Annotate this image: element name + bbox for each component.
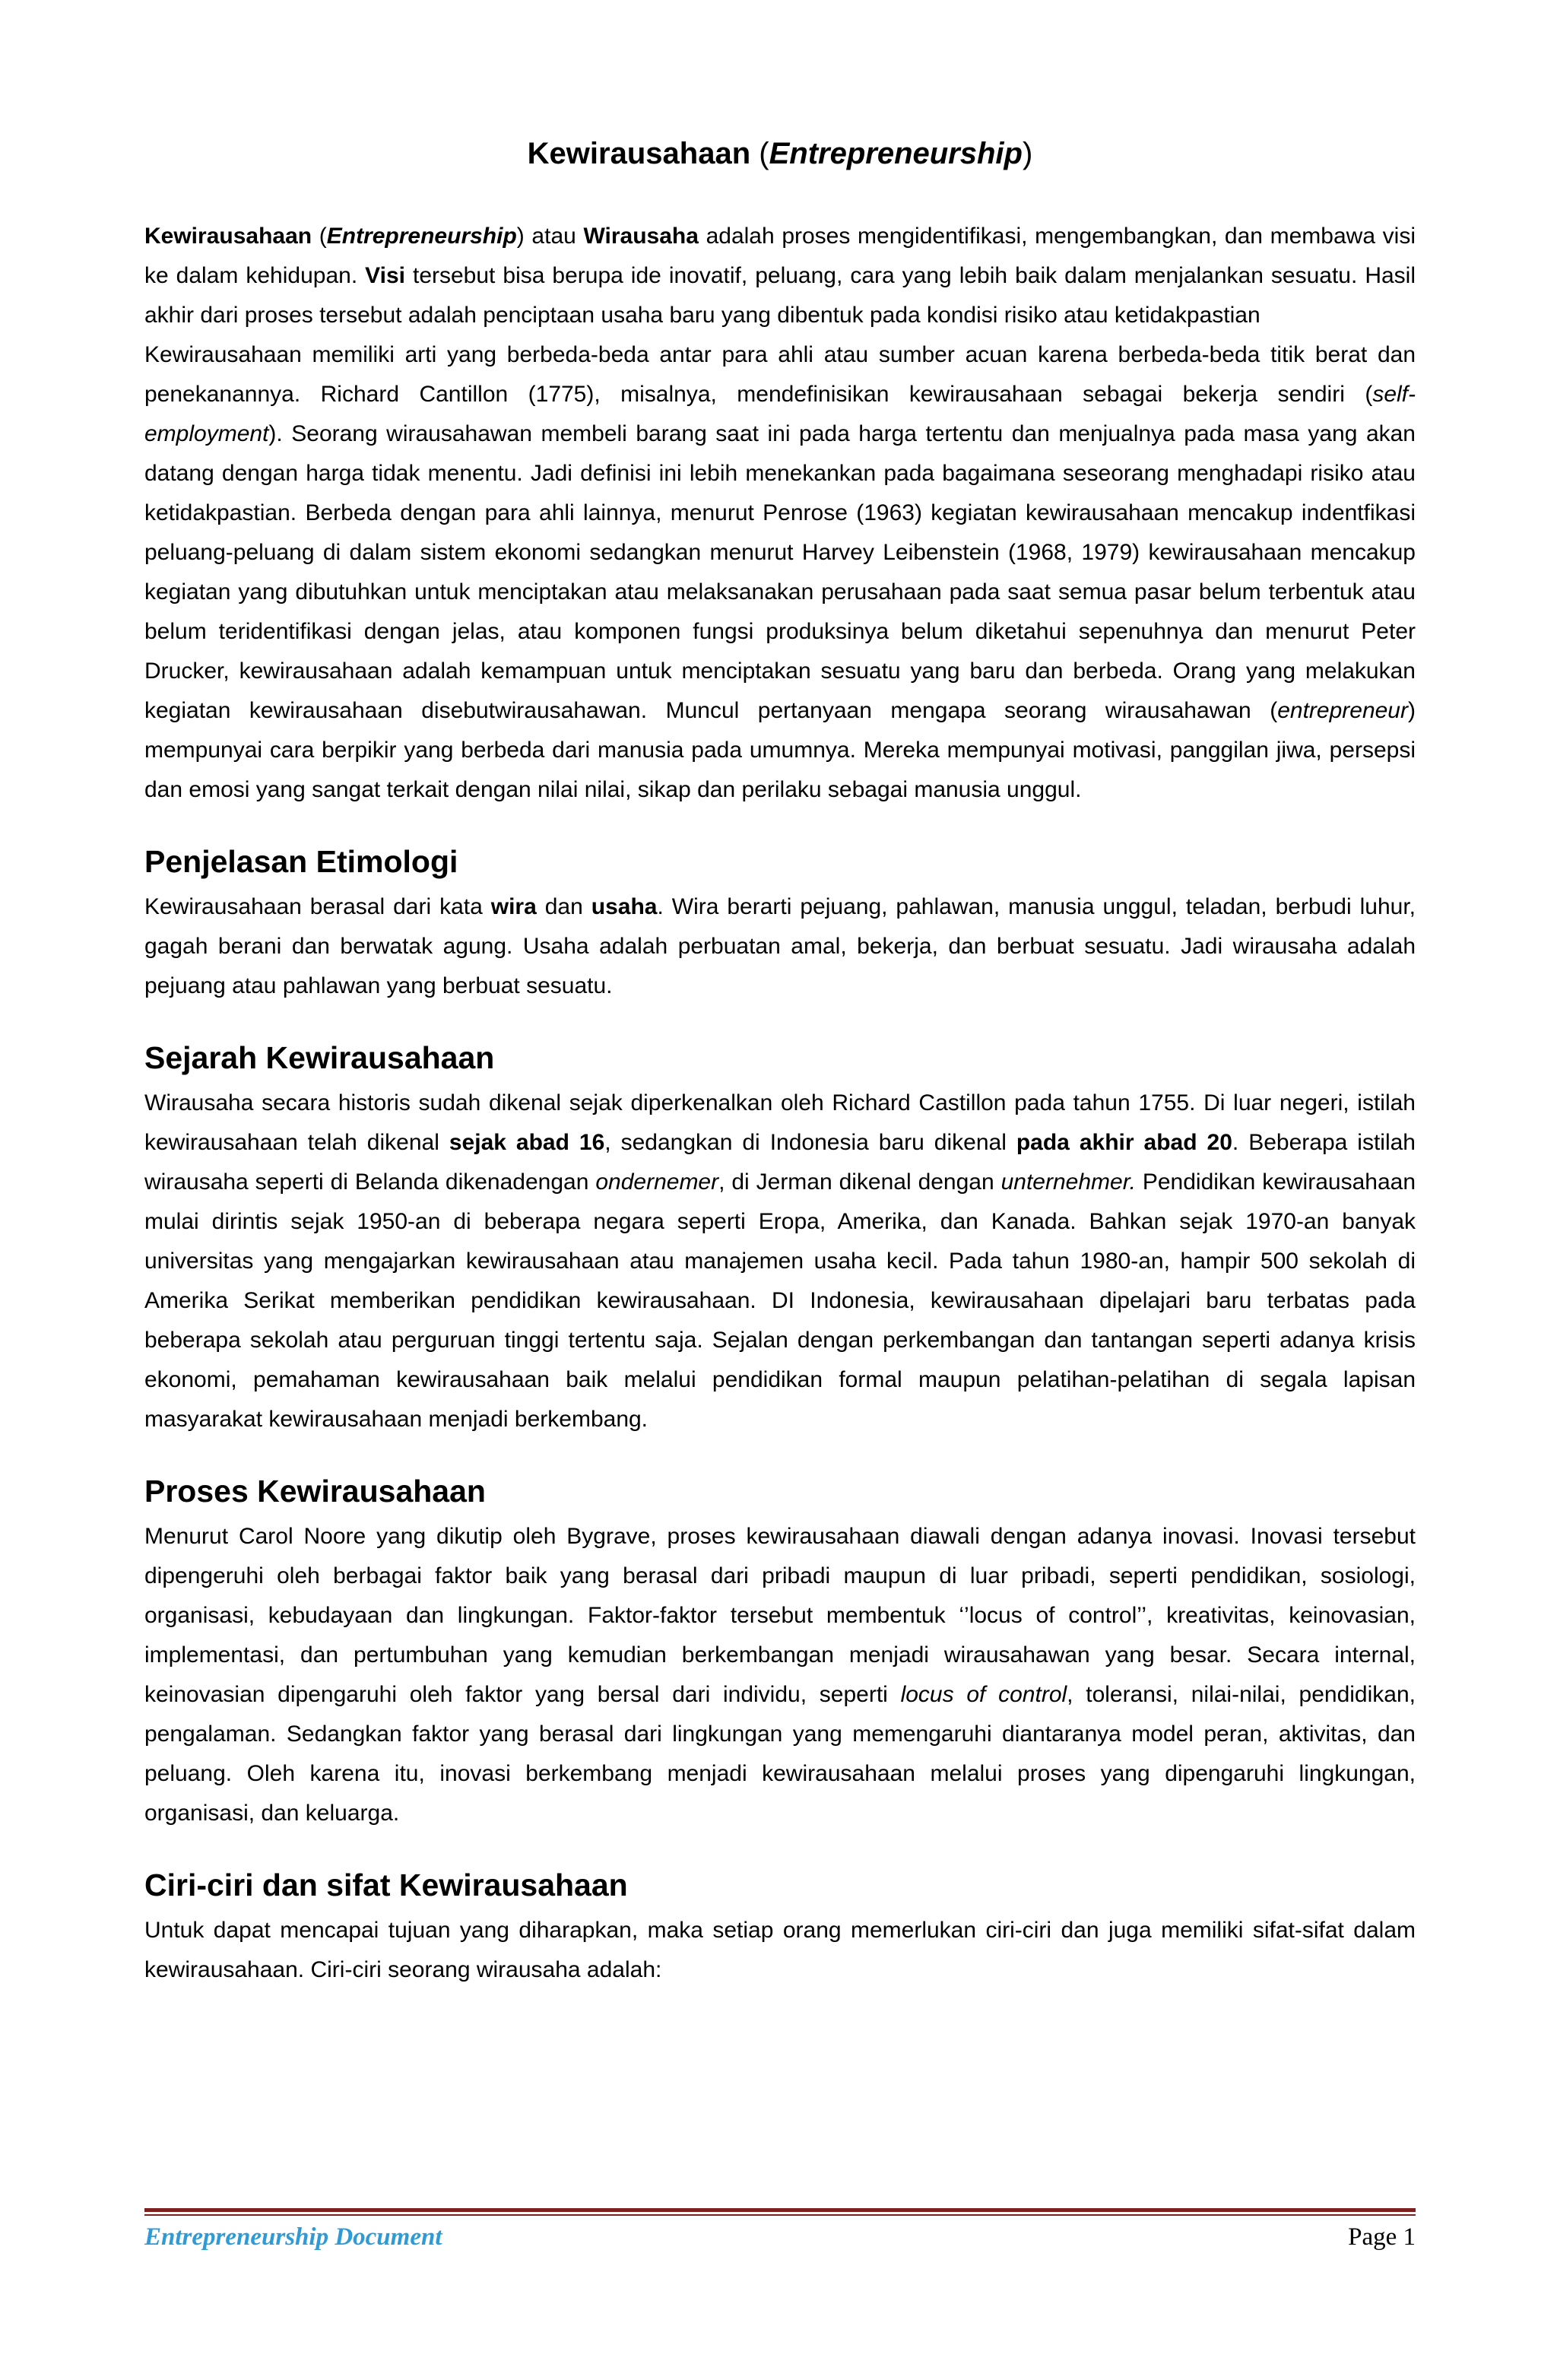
proses-paragraph: Menurut Carol Noore yang dikutip oleh Bygrave, proses kewirausahaan diawali dengan adanya inovasi. Inovasi tersebut dipengeruhi oleh berbagai faktor baik yang berasal dari pribadi maupun di luar pribadi, seperti pendidikan, sosiologi, organisasi, kebudayaan dan lingkungan. Faktor-faktor tersebut membentuk ‘’locus of control’’, kreativitas, keinovasian, implementasi, dan pertumbuhan yang kemudian berkembangan menjadi wirausahawan yang besar. Secara internal, keinovasian dipengaruhi oleh faktor yang bersal dari individu, seperti locus of control, toleransi, nilai-nilai, pendidikan, pengalaman. Sedangkan faktor yang berasal dari lingkungan yang memengaruhi diantaranya model peran, aktivitas, dan peluang. Oleh karena itu, inovasi berkembang menjadi kewirausahaan melalui proses yang dipengaruhi lingkungan, organisasi, dan keluarga. [144, 1524, 1416, 1826]
section-heading-proses: Proses Kewirausahaan [144, 1474, 486, 1509]
footer-rule-thin [144, 2214, 1416, 2216]
footer-row [144, 2223, 1416, 2251]
page-footer [144, 2208, 1416, 2251]
section-heading-ciri: Ciri-ciri dan sifat Kewirausahaan [144, 1868, 628, 1902]
document-body [144, 137, 1416, 1990]
footer-document-name: Entrepreneurship Document [144, 2223, 442, 2251]
page-title: Kewirausahaan (Entrepreneurship) [527, 137, 1033, 170]
intro-paragraph-2: Kewirausahaan memiliki arti yang berbeda-beda antar para ahli atau sumber acuan karena berbeda-beda titik berat dan penekanannya. Richard Cantillon (1775), misalnya, mendefinisikan kewirausahaan sebagai bekerja sendiri (self-employment). Seorang wirausahawan membeli barang saat ini pada harga tertentu dan menjualnya pada masa yang akan datang dengan harga tidak menentu. Jadi definisi ini lebih menekankan pada bagaimana seseorang menghadapi risiko atau ketidakpastian. Berbeda dengan para ahli lainnya, menurut Penrose (1963) kegiatan kewirausahaan mencakup indentfikasi peluang-peluang di dalam sistem ekonomi sedangkan menurut Harvey Leibenstein (1968, 1979) kewirausahaan mencakup kegiatan yang dibutuhkan untuk menciptakan atau melaksanakan perusahaan pada saat semua pasar belum terbentuk atau belum teridentifikasi dengan jelas, atau komponen fungsi produksinya belum diketahui sepenuhnya dan menurut Peter Drucker, kewirausahaan adalah kemampuan untuk menciptakan sesuatu yang baru dan berbeda. Orang yang melakukan kegiatan kewirausahaan disebutwirausahawan. Muncul pertanyaan mengapa seorang wirausahawan (entrepreneur) mempunyai cara berpikir yang berbeda dari manusia pada umumnya. Mereka mempunyai motivasi, panggilan jiwa, persepsi dan emosi yang sangat terkait dengan nilai nilai, sikap dan perilaku sebagai manusia unggul. [144, 342, 1416, 802]
footer-rule-thick [144, 2208, 1416, 2212]
sejarah-paragraph: Wirausaha secara historis sudah dikenal sejak diperkenalkan oleh Richard Castillon pada tahun 1755. Di luar negeri, istilah kewirausahaan telah dikenal sejak abad 16, sedangkan di Indonesia baru dikenal pada akhir abad 20. Beberapa istilah wirausaha seperti di Belanda dikenadengan ondernemer, di Jerman dikenal dengan unternehmer. Pendidikan kewirausahaan mulai dirintis sejak 1950-an di beberapa negara seperti Eropa, Amerika, dan Kanada. Bahkan sejak 1970-an banyak universitas yang mengajarkan kewirausahaan atau manajemen usaha kecil. Pada tahun 1980-an, hampir 500 sekolah di Amerika Serikat memberikan pendidikan kewirausahaan. DI Indonesia, kewirausahaan dipelajari baru terbatas pada beberapa sekolah atau perguruan tinggi tertentu saja. Sejalan dengan perkembangan dan tantangan seperti adanya krisis ekonomi, pemahaman kewirausahaan baik melalui pendidikan formal maupun pelatihan-pelatihan di segala lapisan masyarakat kewirausahaan menjadi berkembang. [144, 1090, 1416, 1432]
intro-paragraph-1: Kewirausahaan (Entrepreneurship) atau Wirausaha adalah proses mengidentifikasi, mengembangkan, dan membawa visi ke dalam kehidupan. Visi tersebut bisa berupa ide inovatif, peluang, cara yang lebih baik dalam menjalankan sesuatu. Hasil akhir dari proses tersebut adalah penciptaan usaha baru yang dibentuk pada kondisi risiko atau ketidakpastian [144, 224, 1416, 328]
section-heading-etimologi: Penjelasan Etimologi [144, 844, 458, 879]
section-heading-sejarah: Sejarah Kewirausahaan [144, 1040, 495, 1075]
footer-page-number: Page 1 [1348, 2223, 1416, 2251]
ciri-paragraph: Untuk dapat mencapai tujuan yang diharapkan, maka setiap orang memerlukan ciri-ciri dan juga memiliki sifat-sifat dalam kewirausahaan. Ciri-ciri seorang wirausaha adalah: [144, 1918, 1416, 1982]
etimologi-paragraph: Kewirausahaan berasal dari kata wira dan usaha. Wira berarti pejuang, pahlawan, manusia unggul, teladan, berbudi luhur, gagah berani dan berwatak agung. Usaha adalah perbuatan amal, bekerja, dan berbuat sesuatu. Jadi wirausaha adalah pejuang atau pahlawan yang berbuat sesuatu. [144, 894, 1416, 998]
